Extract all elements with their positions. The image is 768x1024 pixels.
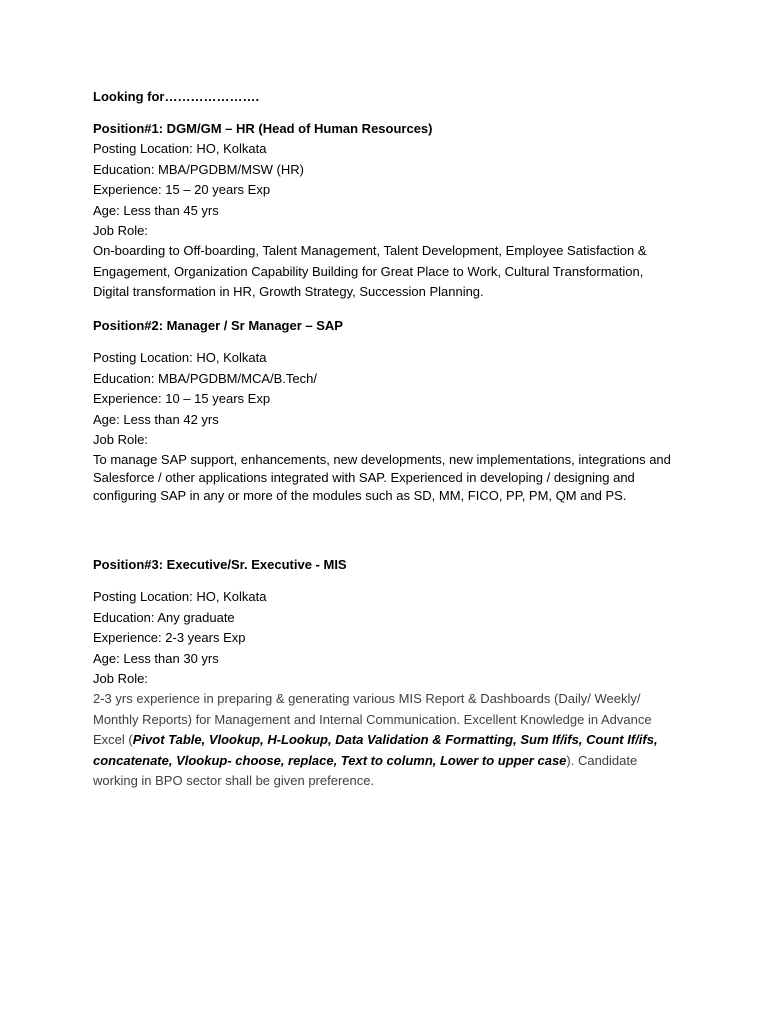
position-2-education: Education: MBA/PGDBM/MCA/B.Tech/	[93, 371, 317, 386]
intro-heading: Looking for………………….	[93, 89, 260, 104]
position-1-age: Age: Less than 45 yrs	[93, 203, 219, 218]
position-1-posting: Posting Location: HO, Kolkata	[93, 141, 267, 156]
position-2-age: Age: Less than 42 yrs	[93, 412, 219, 427]
position-2-job-role: To manage SAP support, enhancements, new developments, new implementations, integrations and Salesforce / other applications integrated with SAP. Experienced in developing / designing and configuring SAP in any or more of the modules such as SD, MM, FICO, PP, PM, QM and PS.	[93, 452, 671, 503]
position-1-education: Education: MBA/PGDBM/MSW (HR)	[93, 162, 304, 177]
position-3-job-role-label: Job Role:	[93, 671, 148, 686]
position-3-job-role-excel-skills: Pivot Table, Vlookup, H-Lookup, Data Validation & Formatting, Sum If/ifs, Count If/ifs, concatenate, Vlookup- choose, replace, Text to column, Lower to upper case	[93, 732, 658, 768]
position-1-job-role-label: Job Role:	[93, 223, 148, 238]
position-1-heading: Position#1: DGM/GM – HR (Head of Human Resources)	[93, 121, 433, 136]
position-2-heading: Position#2: Manager / Sr Manager – SAP	[93, 318, 343, 333]
position-3-posting: Posting Location: HO, Kolkata	[93, 589, 267, 604]
position-1-experience: Experience: 15 – 20 years Exp	[93, 182, 271, 197]
position-3-job-role-part1: 2-3 yrs experience in preparing & generating various MIS Report & Dashboards (Daily/ Weekly/ Monthly Reports) for Management and Internal Communication. Excellent Knowledge in Advance Excel (	[93, 691, 652, 747]
position-1-job-role: On-boarding to Off-boarding, Talent Management, Talent Development, Employee Satisfaction & Engagement, Organization Capability Building for Great Place to Work, Cultural Transformation, Digital transformation in HR, Growth Strategy, Succession Planning.	[93, 243, 647, 299]
position-2-job-role-label: Job Role:	[93, 432, 148, 447]
position-3-experience: Experience: 2-3 years Exp	[93, 630, 246, 645]
position-3-age: Age: Less than 30 yrs	[93, 651, 219, 666]
position-3-job-role-part2: ). Candidate working in BPO sector shall be given preference.	[93, 752, 638, 788]
position-3-job-role	[93, 689, 683, 792]
position-2-posting: Posting Location: HO, Kolkata	[93, 350, 267, 365]
position-2-experience: Experience: 10 – 15 years Exp	[93, 391, 271, 406]
position-3-heading: Position#3: Executive/Sr. Executive - MIS	[93, 557, 347, 572]
position-3-education: Education: Any graduate	[93, 610, 235, 625]
